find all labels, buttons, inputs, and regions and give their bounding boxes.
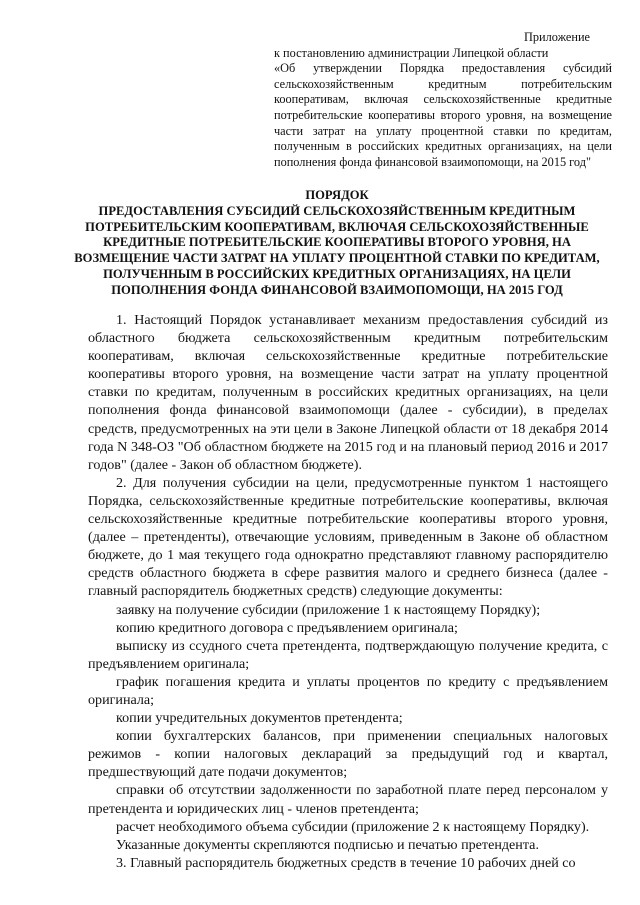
title-subheading: ПРЕДОСТАВЛЕНИЯ СУБСИДИЙ СЕЛЬСКОХОЗЯЙСТВЕННЫМ КРЕДИТНЫМ ПОТРЕБИТЕЛЬСКИМ КООПЕРАТИВАМ, ВКЛЮЧАЯ СЕЛЬСКОХОЗЯЙСТВЕННЫЕ КРЕДИТНЫЕ ПОТРЕБИТЕЛЬСКИЕ КООПЕРАТИВЫ ВТОРОГО УРОВНЯ, НА ВОЗМЕЩЕНИЕ ЧАСТИ ЗАТРАТ НА УПЛАТУ ПРОЦЕНТНОЙ СТАВКИ ПО КРЕДИТАМ, ПОЛУЧЕННЫМ В РОССИЙСКИХ КРЕДИТНЫХ ОРГАНИЗАЦИЯХ, НА ЦЕЛИ ПОПОЛНЕНИЯ ФОНДА ФИНАНСОВОЙ ВЗАИМОПОМОЩИ, НА 2015 ГОД [74,203,600,297]
paragraph-3: 3. Главный распорядитель бюджетных средств в течение 10 рабочих дней со [116,854,576,871]
paragraph-2: 2. Для получения субсидии на цели, предусмотренные пунктом 1 настоящего Порядка, сельскохозяйственные кредитные потребительские кооперативы, включая сельскохозяйственные кредитные потребительские кооперативы второго уровня, (далее – претенденты), отвечающие условиям, приведенным в Законе об областном бюджете, до 1 мая текущего года однократно представляют главному распорядителю средств областного бюджета в сфере развития малого и среднего бизнеса (далее - главный распорядитель бюджетных средств) следующие документы: [88,474,608,600]
paragraph-1: 1. Настоящий Порядок устанавливает механизм предоставления субсидий из областного бюджета сельскохозяйственным кредитным потребительским кооперативам, включая сельскохозяйственные кредитные потребительские кооперативы второго уровня, на возмещение части затрат на уплату процентной ставки по кредитам, полученным в российских кредитных организациях, на цели пополнения фонда финансовой взаимопомощи (далее - субсидии), в пределах средств, предусмотренных на эти цели в Законе Липецкой области от 18 декабря 2014 года N 348-ОЗ "Об областном бюджете на 2015 год и на плановый период 2016 и 2017 годов" (далее - Закон об областном бюджете). [88,312,608,473]
appendix-resolution-title: «Об утверждении Порядка предоставления субсидий сельскохозяйственным кредитным потребительским кооперативам, включая сельскохозяйственные кредитные потребительские кооперативы второго уровня, на возмещение части затрат на уплату процентной ставки по кредитам, полученным в российских кредитных организациях, на цели пополнения фонда финансовой взаимопомощи, на 2015 год" [274,61,612,169]
list-item: расчет необходимого объема субсидии (приложение 2 к настоящему Порядку). [116,818,590,835]
list-item: график погашения кредита и уплаты процентов по кредиту с предъявлением оригинала; [88,673,608,708]
document-title [72,188,602,299]
list-item: Указанные документы скрепляются подписью и печатью претендента. [116,836,539,853]
appendix-header [274,30,612,170]
list-item: копии бухгалтерских балансов, при применении специальных налоговых режимов - копии налоговых деклараций за предыдущий год и квартал, предшествующий дате подачи документов; [88,728,608,781]
list-item: заявку на получение субсидии (приложение 1 к настоящему Порядку); [116,601,541,618]
list-item: выписку из ссудного счета претендента, подтверждающую получение кредита, с предъявлением оригинала; [88,637,608,672]
list-item: копии учредительных документов претендента; [116,710,403,727]
document-body [88,311,608,872]
title-heading: ПОРЯДОК [305,188,369,202]
list-item: справки об отсутствии задолженности по заработной плате перед персоналом у претендента и юридических лиц - членов претендента; [88,782,608,817]
appendix-resolution-line: к постановлению администрации Липецкой области [274,45,549,60]
list-item: копию кредитного договора с предъявлением оригинала; [116,619,458,636]
appendix-title: Приложение [524,30,590,44]
